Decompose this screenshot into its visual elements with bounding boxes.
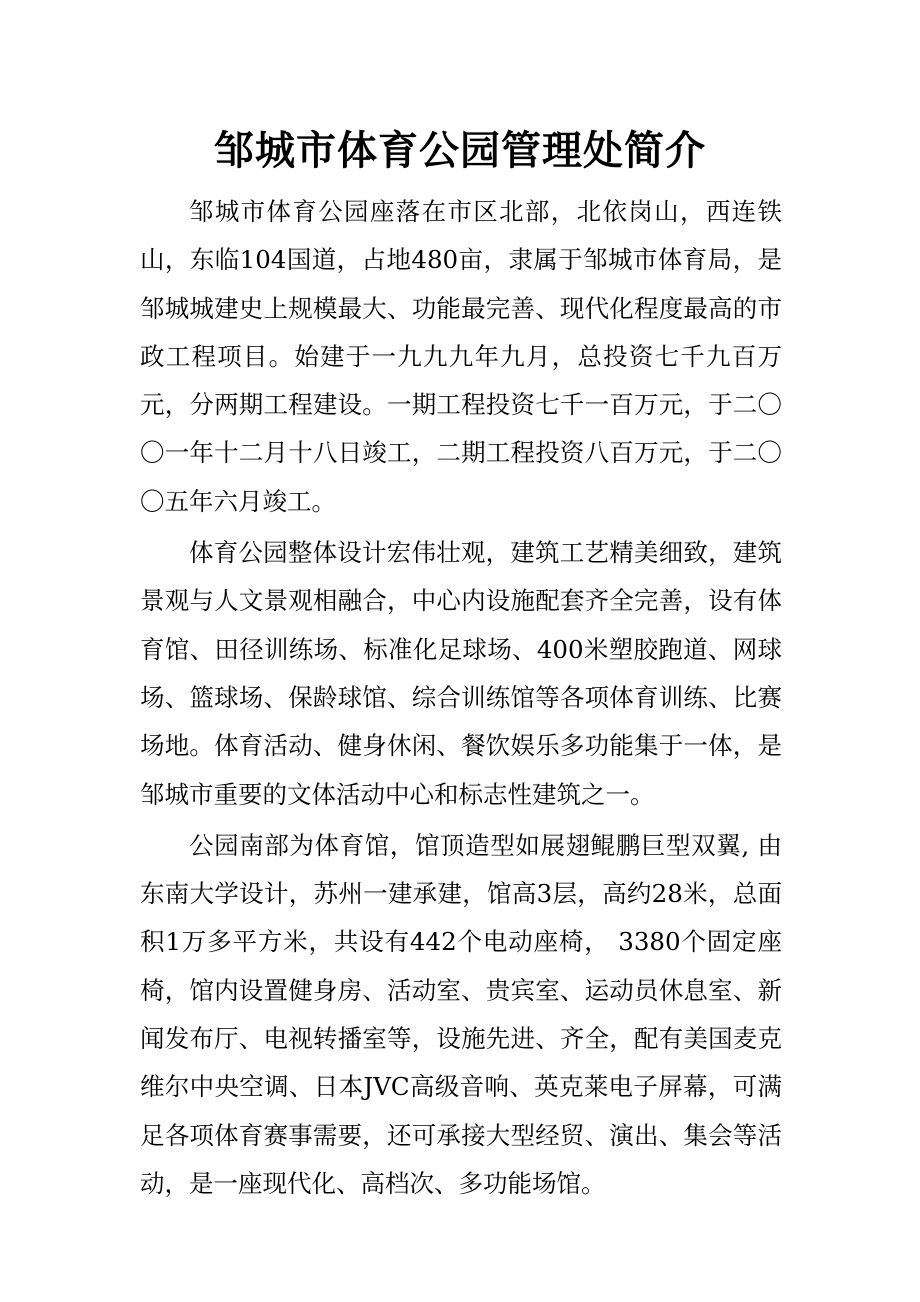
paragraph-1: 邹城市体育公园座落在市区北部，北依岗山，西连铁山，东临104国道，占地480亩，隶属于邹城市体育局，是邹城城建史上规模最大、功能最完善、现代化程度最高的市政工程项目。始建于一九九九年九月，总投资七千九百万元，分两期工程建设。一期工程投资七千一百万元，于二〇〇一年十二月十八日竣工，二期工程投资八百万元，于二〇〇五年六月竣工。 [140, 197, 782, 516]
paragraph-3: 公园南部为体育馆，馆顶造型如展翅鲲鹏巨型双翼, 由东南大学设计，苏州一建承建，馆高3层，高约28米，总面积1万多平方米，共设有442个电动座椅， 3380个固定座椅，馆内设置健身房、活动室、贵宾室、运动员休息室、新闻发布厅、电视转播室等，设施先进、齐全，配有美国麦克维尔中央空调、日本JVC高级音响、英克莱电子屏幕，可满足各项体育赛事需要，还可承接大型经贸、演出、集会等活动，是一座现代化、高档次、多功能场馆。 [140, 830, 782, 1198]
paragraph-2: 体育公园整体设计宏伟壮观，建筑工艺精美细致，建筑景观与人文景观相融合，中心内设施配套齐全完善，设有体育馆、田径训练场、标准化足球场、400米塑胶跑道、网球场、篮球场、保龄球馆、综合训练馆等各项体育训练、比赛场地。体育活动、健身休闲、餐饮娱乐多功能集于一体，是邹城市重要的文体活动中心和标志性建筑之一。 [140, 538, 782, 809]
document-body [140, 188, 782, 1211]
document-title: 邹城市体育公园管理处简介 [214, 127, 706, 174]
